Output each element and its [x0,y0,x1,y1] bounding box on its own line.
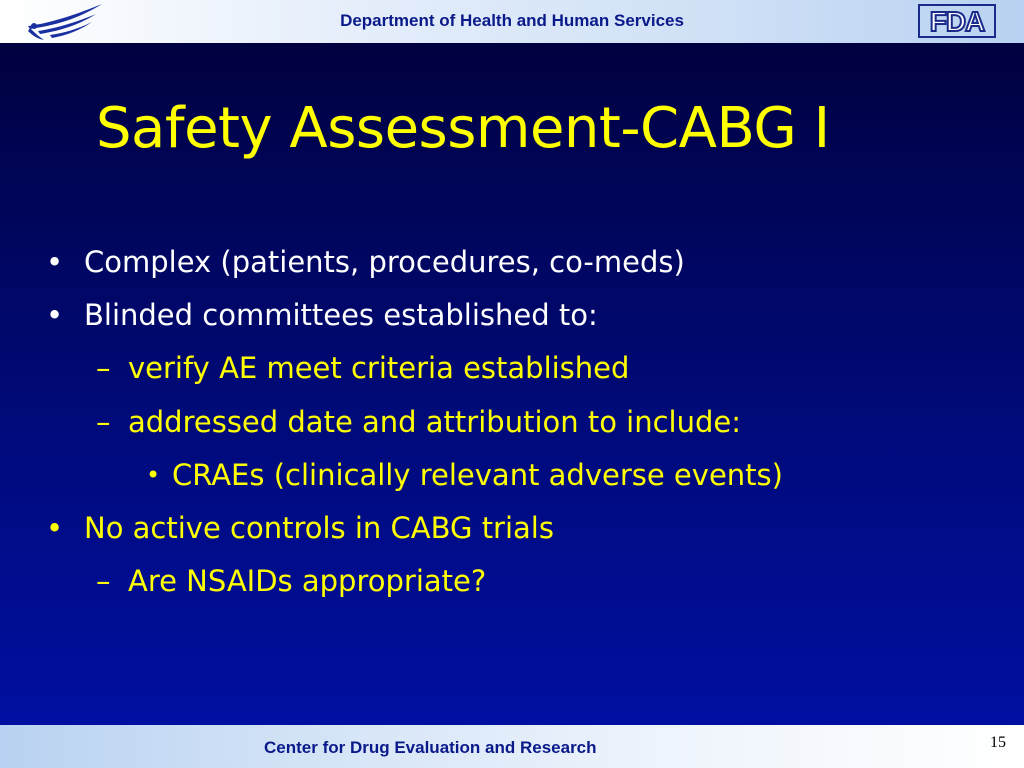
footer-bar [0,725,1024,768]
fda-logo [918,4,996,38]
slide-title: Safety Assessment-CABG I [96,96,830,161]
bullet-item [46,510,554,546]
sub-sub-bullet-item [146,457,783,493]
header-bar [0,0,1024,43]
bullet-marker: • [46,245,64,279]
sub-bullet-item [96,563,487,599]
footer-title: Center for Drug Evaluation and Research [264,738,597,757]
sub-bullet-item [96,350,630,386]
bullet-text: Are NSAIDs appropriate? [128,564,487,598]
bullet-marker: • [146,461,161,489]
bullet-text: Complex (patients, procedures, co-meds) [84,245,685,279]
bullet-item [46,244,685,280]
sub-bullet-item [96,404,742,440]
bullet-text: Blinded committees established to: [84,298,598,332]
svg-text:FDA: FDA [929,6,985,37]
bullet-item [46,297,598,333]
bullet-text: No active controls in CABG trials [84,511,554,545]
bullet-marker: • [46,298,64,332]
bullet-text: verify AE meet criteria established [128,351,630,385]
dash-marker: – [96,405,111,439]
header-title: Department of Health and Human Services [340,11,684,30]
bullet-marker: • [46,511,64,545]
dash-marker: – [96,564,111,598]
dash-marker: – [96,351,111,385]
bullet-text: addressed date and attribution to include: [128,405,742,439]
bullet-text: CRAEs (clinically relevant adverse events) [172,458,783,492]
page-number: 15 [990,734,1006,751]
